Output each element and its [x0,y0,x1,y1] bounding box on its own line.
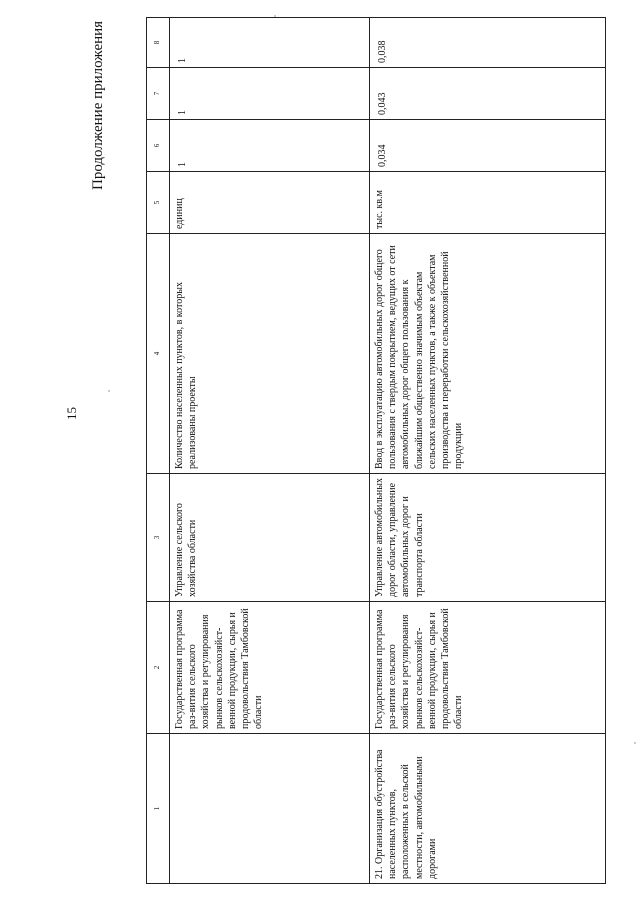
indicator-cell: Ввод в эксплуатацию автомобильных дорог общего пользования с твердым покрытием, ведущих от сети автомобильных дорог общего пользования к ближайшим общественно значимым объектам сельских населенных пунктов, а также к объектам производства и переработки сельскохозяйственной продукции [370,234,606,474]
column-number: 6 [147,120,170,172]
page-number: 15 [64,407,79,420]
column-number: 1 [147,734,170,884]
column-number: 4 [147,234,170,474]
column-number: 2 [147,602,170,734]
executor-cell: Управление сельского хозяйства области [170,474,370,602]
program-cell: Государственная программа раз-вития сельского хозяйства и регулирования рынков сельскохозяйст-венной продукции, сырья и продовольствия Тамбовской области [170,602,370,734]
appendix-table-container [146,18,606,884]
table-row [370,18,606,884]
unit-cell: тыс. кв.м [370,172,606,234]
value-cell: 0,034 [370,120,606,172]
column-number: 5 [147,172,170,234]
event-name-cell: 21. Организация обустройства населенных пунктов, расположенных в сельской местности, автомобильными дорогами [370,734,606,884]
program-cell: Государственная программа раз-вития сельского хозяйства и регулирования рынков сельскохозяйст-венной продукции, сырья и продовольствия Тамбовской области [370,602,606,734]
value-cell: 0,043 [370,68,606,120]
table-row [170,18,370,884]
event-name-cell [170,734,370,884]
appendix-caption: Продолжение приложения [90,20,106,190]
unit-cell: единиц [170,172,370,234]
column-number-row [147,18,170,884]
column-number: 7 [147,68,170,120]
indicator-cell: Количество населенных пунктов, в которых реализованы проекты [170,234,370,474]
scan-speck [274,15,276,17]
scan-speck [108,390,110,392]
value-cell: 1 [170,18,370,68]
scan-speck [634,742,636,744]
column-number: 3 [147,474,170,602]
value-cell: 1 [170,120,370,172]
column-number: 8 [147,18,170,68]
executor-cell: Управление автомобильных дорог области, управление автомобильных дорог и транспорта области [370,474,606,602]
value-cell: 1 [170,68,370,120]
value-cell: 0,038 [370,18,606,68]
appendix-table [146,17,606,884]
